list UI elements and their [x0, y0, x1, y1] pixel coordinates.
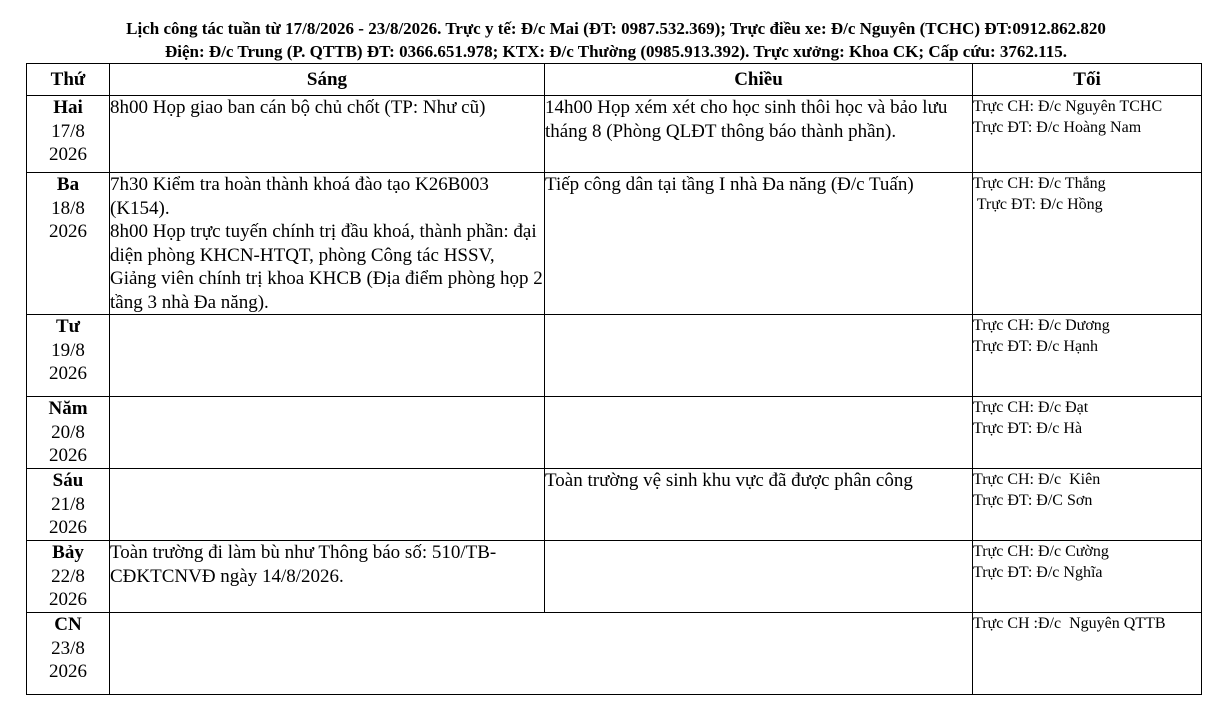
- day-year: 2026: [49, 221, 87, 242]
- evening-cell-line: Trực CH: Đ/c Kiên: [973, 471, 1101, 488]
- day-cell: [27, 173, 110, 315]
- day-name: Hai: [53, 97, 83, 118]
- evening-cell-line: Trực CH: Đ/c Thắng: [973, 175, 1106, 192]
- evening-cell-line: Trực ĐT: Đ/C Sơn: [973, 492, 1093, 509]
- day-cell: [27, 315, 110, 397]
- morning-cell: [110, 397, 545, 469]
- morning-cell: [110, 469, 545, 541]
- day-year: 2026: [49, 589, 87, 610]
- evening-cell-line: Trực ĐT: Đ/c Hoàng Nam: [973, 119, 1142, 136]
- day-cell: [27, 541, 110, 613]
- evening-cell-line: Trực ĐT: Đ/c Nghĩa: [973, 564, 1103, 581]
- table-row: [27, 173, 1202, 315]
- day-name: Năm: [48, 398, 88, 419]
- day-cell: [27, 397, 110, 469]
- day-date: 22/8: [51, 565, 85, 587]
- morning-cell-line: 8h00 Họp giao ban cán bộ chủ chốt (TP: Như cũ): [110, 97, 486, 118]
- day-cell: [27, 469, 110, 541]
- day-name: Bảy: [52, 542, 84, 563]
- afternoon-cell: [545, 96, 973, 173]
- evening-cell: [973, 173, 1202, 315]
- table-row: [27, 96, 1202, 173]
- column-header-morning: Sáng: [110, 64, 545, 96]
- afternoon-cell: [545, 541, 973, 613]
- header-line-2: Điện: Đ/c Trung (P. QTTB) ĐT: 0366.651.978; KTX: Đ/c Thường (0985.913.392). Trực xưởng: Khoa CK; Cấp cứu: 3762.115.: [165, 42, 1067, 61]
- afternoon-cell: [545, 469, 973, 541]
- day-name: Ba: [56, 174, 80, 195]
- evening-cell: [973, 613, 1202, 695]
- evening-cell-line: Trực CH: Đ/c Cường: [973, 543, 1109, 560]
- day-year: 2026: [49, 445, 87, 466]
- evening-cell-line: Trực ĐT: Đ/c Hà: [973, 420, 1083, 437]
- evening-cell: [973, 397, 1202, 469]
- schedule-header: [0, 17, 1232, 63]
- day-year: 2026: [49, 517, 87, 538]
- day-date: 21/8: [51, 493, 85, 515]
- table-row: [27, 397, 1202, 469]
- morning-cell: [110, 315, 545, 397]
- table-row: [27, 315, 1202, 397]
- evening-cell-line: Trực CH :Đ/c Nguyên QTTB: [973, 615, 1166, 632]
- afternoon-cell: [545, 397, 973, 469]
- afternoon-cell-line: 14h00 Họp xém xét cho học sinh thôi học và bảo lưu tháng 8 (Phòng QLĐT thông báo thành phần).: [545, 97, 953, 142]
- evening-cell: [973, 469, 1202, 541]
- evening-cell: [973, 96, 1202, 173]
- table-row: [27, 541, 1202, 613]
- day-date: 18/8: [51, 197, 85, 219]
- schedule-body: [27, 96, 1202, 695]
- evening-cell-line: Trực ĐT: Đ/c Hồng: [973, 196, 1103, 213]
- day-year: 2026: [49, 363, 87, 384]
- table-row: [27, 613, 1202, 695]
- morning-cell-line: Toàn trường đi làm bù như Thông báo số: 510/TB-CĐKTCNVĐ ngày 14/8/2026.: [110, 542, 497, 587]
- morning-cell: [110, 96, 545, 173]
- afternoon-cell-line: Tiếp công dân tại tầng I nhà Đa năng (Đ/c Tuấn): [545, 174, 914, 195]
- morning-cell-line: 7h30 Kiểm tra hoàn thành khoá đào tạo K26B003 (K154).: [110, 174, 494, 219]
- weekly-schedule-table: [26, 63, 1202, 695]
- table-row: [27, 469, 1202, 541]
- evening-cell-line: Trực CH: Đ/c Nguyên TCHC: [973, 98, 1163, 115]
- day-name: CN: [54, 614, 82, 635]
- column-header-evening: Tối: [973, 64, 1202, 96]
- evening-cell: [973, 315, 1202, 397]
- morning-cell: [110, 173, 548, 315]
- afternoon-cell: [545, 173, 973, 315]
- morning-cell: [110, 541, 545, 613]
- evening-cell-line: Trực CH: Đ/c Dương: [973, 317, 1110, 334]
- day-date: 17/8: [51, 120, 85, 142]
- day-date: 20/8: [51, 421, 85, 443]
- day-year: 2026: [49, 661, 87, 682]
- afternoon-cell-line: Toàn trường vệ sinh khu vực đã được phân công: [545, 470, 913, 491]
- afternoon-cell: [545, 315, 973, 397]
- table-header-row: [27, 64, 1202, 96]
- day-date: 19/8: [51, 339, 85, 361]
- evening-cell: [973, 541, 1202, 613]
- evening-cell-line: Trực CH: Đ/c Đạt: [973, 399, 1089, 416]
- morning-cell: [110, 613, 973, 695]
- day-name: Tư: [55, 316, 81, 337]
- day-cell: [27, 613, 110, 695]
- day-name: Sáu: [52, 470, 84, 491]
- day-year: 2026: [49, 144, 87, 165]
- morning-cell-line: 8h00 Họp trực tuyến chính trị đầu khoá, thành phần: đại diện phòng KHCN-HTQT, phòng Công tác HSSV, Giảng viên chính trị khoa KHCB (Địa điểm phòng họp 2 tầng 3 nhà Đa năng).: [110, 221, 548, 313]
- column-header-afternoon: Chiều: [545, 64, 973, 96]
- day-date: 23/8: [51, 637, 85, 659]
- evening-cell-line: Trực ĐT: Đ/c Hạnh: [973, 338, 1099, 355]
- day-cell: [27, 96, 110, 173]
- header-line-1: Lịch công tác tuần từ 17/8/2026 - 23/8/2026. Trực y tế: Đ/c Mai (ĐT: 0987.532.369); Trực điều xe: Đ/c Nguyên (TCHC) ĐT:0912.862.820: [126, 19, 1106, 38]
- column-header-day: Thứ: [27, 64, 110, 96]
